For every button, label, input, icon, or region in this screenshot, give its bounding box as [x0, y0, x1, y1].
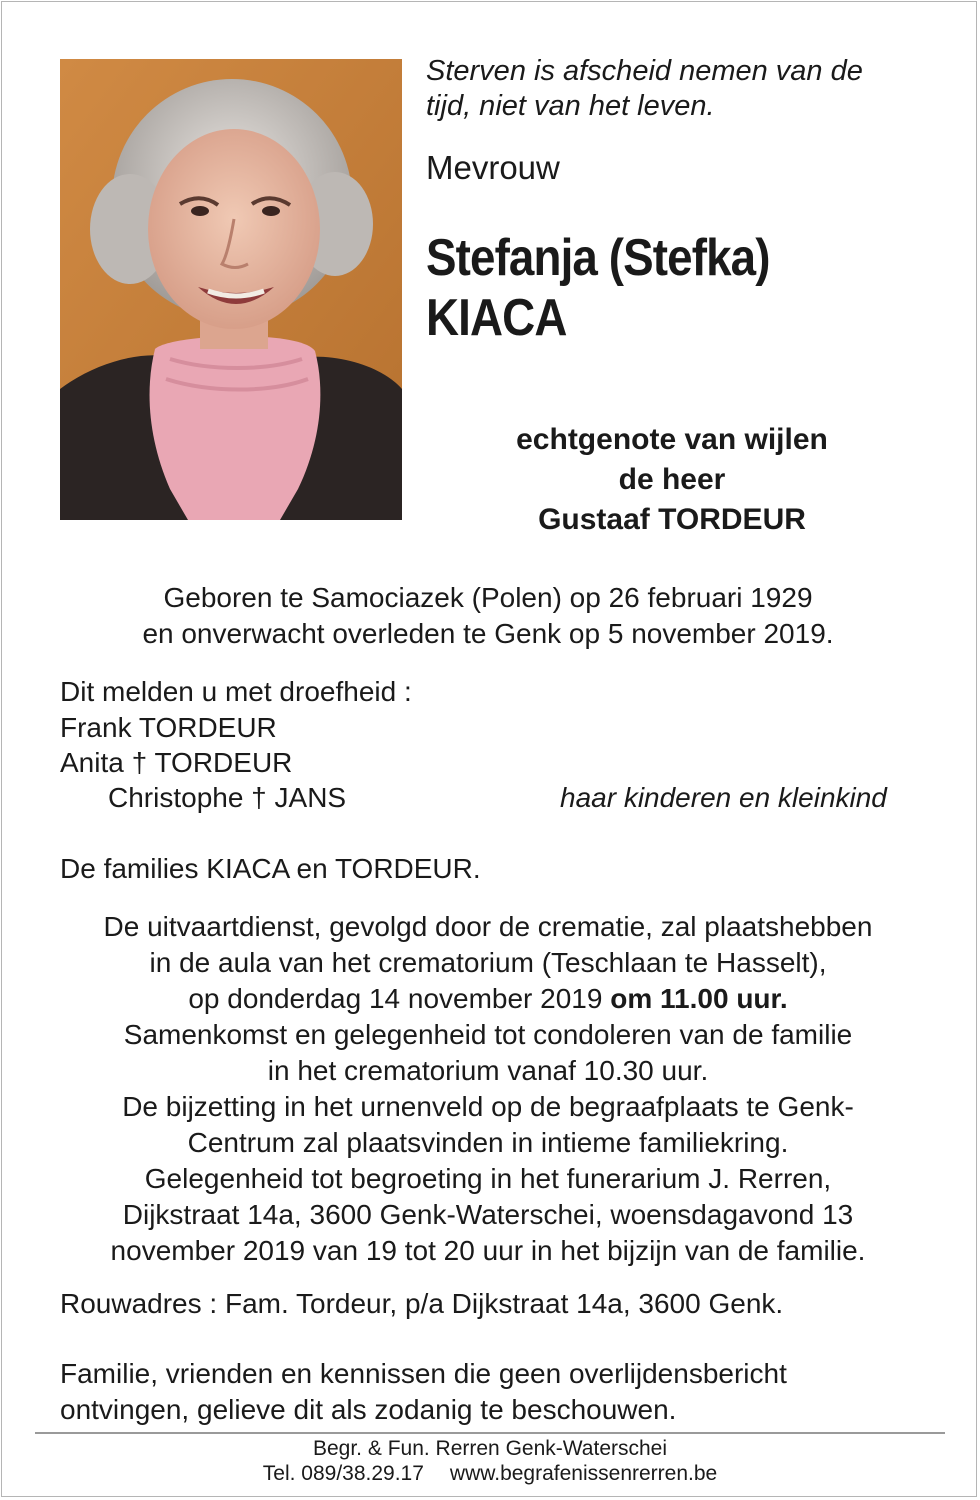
families-line: De families KIACA en TORDEUR. [60, 853, 481, 884]
portrait-photo [60, 59, 402, 520]
closing-line-2: ontvingen, gelieve dit als zodanig te beschouwen. [60, 1394, 677, 1425]
announcers-role: haar kinderen en kleinkind [560, 782, 887, 813]
service-time: om 11.00 uur. [610, 983, 788, 1014]
service-date: op donderdag 14 november 2019 [188, 983, 611, 1014]
closing-line-1: Familie, vrienden en kennissen die geen overlijdensbericht [60, 1358, 787, 1389]
service-line-1: De uitvaartdienst, gevolgd door de crematie, zal plaatshebben [103, 911, 873, 942]
service-line-8: Gelegenheid tot begroeting in het funerarium J. Rerren, [144, 1163, 832, 1194]
quote [426, 54, 946, 124]
spouse-line-2: de heer [618, 463, 726, 496]
footer-divider [35, 1432, 945, 1434]
honorific: Mevrouw [426, 149, 560, 186]
spouse-name: Gustaaf TORDEUR [538, 503, 806, 536]
spouse-line-1: echtgenote van wijlen [516, 423, 828, 456]
announcer-3: Christophe † JANS [108, 782, 347, 813]
service-line-10: november 2019 van 19 tot 20 uur in het bijzijn van de familie. [110, 1235, 866, 1266]
birth-death-info [30, 580, 946, 652]
spouse-block [402, 420, 942, 540]
announcer-2: Anita † TORDEUR [60, 747, 293, 778]
service-line-7: Centrum zal plaatsvinden in intieme familiekring. [187, 1127, 789, 1158]
deceased-last-name: KIACA [426, 289, 567, 347]
deceased-name [426, 228, 901, 348]
funeral-home-name: Begr. & Fun. Rerren Genk-Waterschei [312, 1437, 668, 1460]
service-line-2: in de aula van het crematorium (Teschlaan te Hasselt), [149, 947, 827, 978]
birth-line: Geboren te Samociazek (Polen) op 26 februari 1929 [163, 582, 813, 613]
service-line-4: Samenkomst en gelegenheid tot condoleren van de familie [123, 1019, 853, 1050]
deceased-first-name: Stefanja (Stefka) [426, 229, 770, 287]
funeral-home-phone: Tel. 089/38.29.17 [262, 1462, 424, 1485]
quote-line-2: tijd, niet van het leven. [426, 90, 715, 122]
announcers-intro: Dit melden u met droefheid : [60, 676, 412, 707]
service-line-3 [30, 981, 946, 1017]
mourning-address: Rouwadres : Fam. Tordeur, p/a Dijkstraat 14a, 3600 Genk. [60, 1288, 784, 1319]
announcer-1: Frank TORDEUR [60, 712, 277, 743]
death-line: en onverwacht overleden te Genk op 5 november 2019. [142, 618, 834, 649]
service-line-6: De bijzetting in het urnenveld op de begraafplaats te Genk- [122, 1091, 854, 1122]
service-line-5: in het crematorium vanaf 10.30 uur. [267, 1055, 709, 1086]
funeral-home-website[interactable]: www.begrafenissenrerren.be [449, 1462, 718, 1485]
funeral-service-info [30, 909, 946, 1269]
footer-contact [35, 1462, 945, 1486]
service-line-9: Dijkstraat 14a, 3600 Genk-Waterschei, woensdagavond 13 [122, 1199, 854, 1230]
quote-line-1: Sterven is afscheid nemen van de [426, 55, 863, 87]
